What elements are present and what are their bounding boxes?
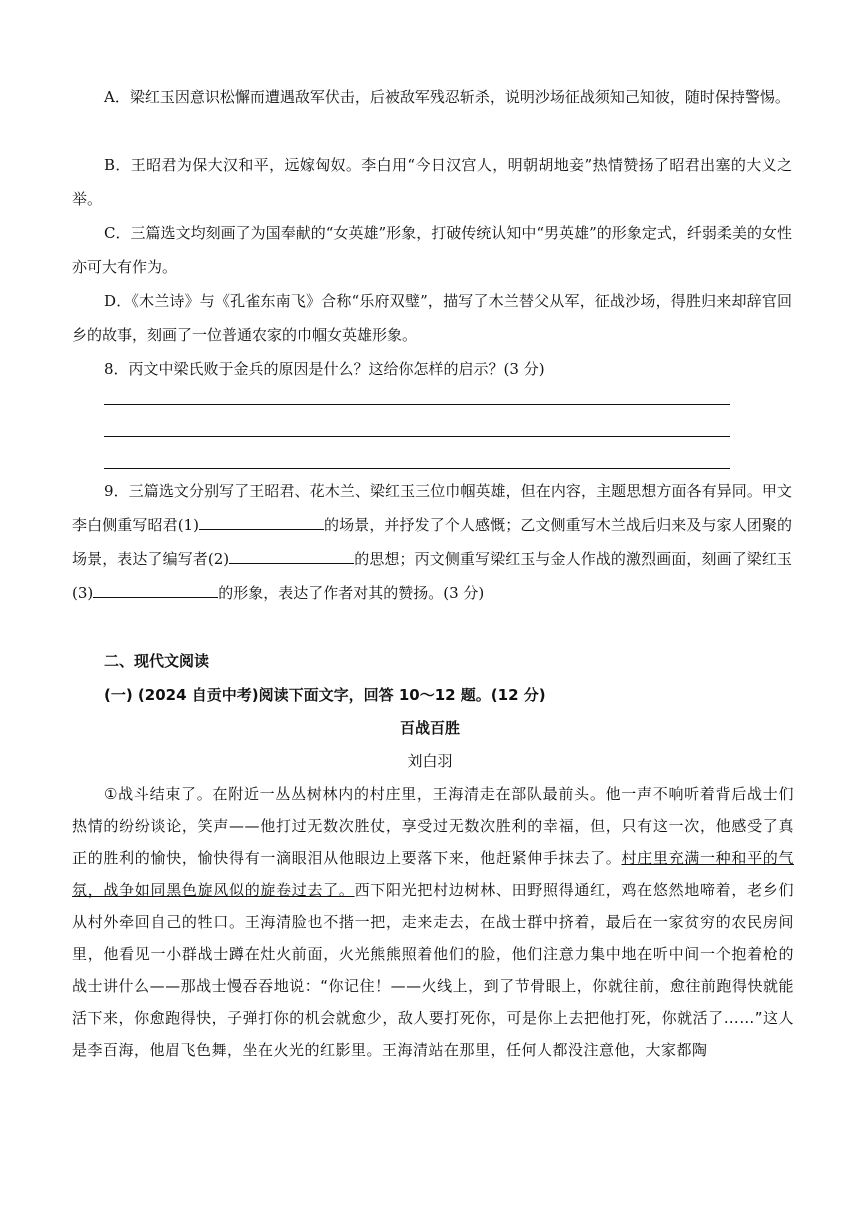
answer-blank-1[interactable] [199,511,324,530]
option-b: B．王昭君为保大汉和平，远嫁匈奴。李白用“今日汉宫人，明朝胡地妾”热情赞扬了昭君出塞的大义之举。 [72,156,792,208]
question-9-text-1: 9．三篇选文分别写了王昭君、花木兰、梁红玉三位巾帼英雄，但在内容，主题思想方面各有异同。甲文李白侧重写昭君(1) [72,482,792,534]
answer-line-3[interactable] [104,468,730,469]
question-8: 8．丙文中梁氏败于金兵的原因是什么？这给你怎样的启示？(3 分) [104,360,545,378]
story-text-2: 西下阳光把村边树林、田野照得通红，鸡在悠然地啼着，老乡们从村外牵回自己的牲口。王海清脸也不揩一把，走来走去，在战士群中挤着，最后在一家贫穷的农民房间里，他看见一小群战士蹲在灶火前面，火光熊熊照着他们的脸，他们注意力集中地在听中间一个抱着枪的战士讲什么——那战士慢吞吞地说：“你记住！——火线上，到了节骨眼上，你就往前，愈往前跑得快就能活下来，你愈跑得快，子弹打你的机会就愈少，敌人要打死你，可是你上去把他打死，你就活了……”这人是李百海，他眉飞色舞，坐在火光的红影里。王海清站在那里，任何人都没注意他，大家都陶 [72,881,794,1059]
answer-blank-2[interactable] [229,545,354,564]
underlined-sentence: 村庄里充满一种和平的气氛，战争如同黑色旋风似的旋卷过去了。 [72,849,794,899]
section-title: 二、现代文阅读 [104,652,210,670]
story-text-1: ①战斗结束了。在附近一丛丛树林内的村庄里，王海清走在部队最前头。他一声不响听着背后战士们热情的纷纷谈论，笑声——他打过无数次胜仗，享受过无数次胜利的幸福，但，只有这一次，他感受了真正的胜利的愉快，愉快得有一滴眼泪从他眼边上要落下来，他赶紧伸手抹去了。 [72,785,794,867]
option-a: A．梁红玉因意识松懈而遭遇敌军伏击，后被敌军残忍斩杀，说明沙场征战须知己知彼，随时保持警惕。 [104,88,790,106]
answer-line-2[interactable] [104,436,730,437]
section-subtitle: (一) (2024 自贡中考)阅读下面文字，回答 10～12 题。(12 分) [104,686,546,704]
answer-line-1[interactable] [104,404,730,405]
story-title: 百战百胜 [399,719,460,737]
option-c: C．三篇选文均刻画了为国奉献的“女英雄”形象，打破传统认知中“男英雄”的形象定式，纤弱柔美的女性亦可大有作为。 [72,224,792,276]
question-9-text-4: 的形象，表达了作者对其的赞扬。(3 分) [218,584,485,602]
question-9 [72,474,792,610]
question-9-text-3: 的思想；丙文侧重写梁红玉与金人作战的激烈画面，刻画了梁红玉(3) [72,550,792,602]
story-author: 刘白羽 [407,752,453,770]
question-9-text-2: 的场景，并抒发了个人感慨；乙文侧重写木兰战后归来及与家人团聚的场景，表达了编写者(2) [72,516,792,568]
option-d: D．《木兰诗》与《孔雀东南飞》合称“乐府双璧”，描写了木兰替父从军，征战沙场，得胜归来却辞官回乡的故事，刻画了一位普通农家的巾帼女英雄形象。 [72,292,792,344]
story-paragraph-1 [72,778,794,1066]
answer-blank-3[interactable] [93,579,218,598]
